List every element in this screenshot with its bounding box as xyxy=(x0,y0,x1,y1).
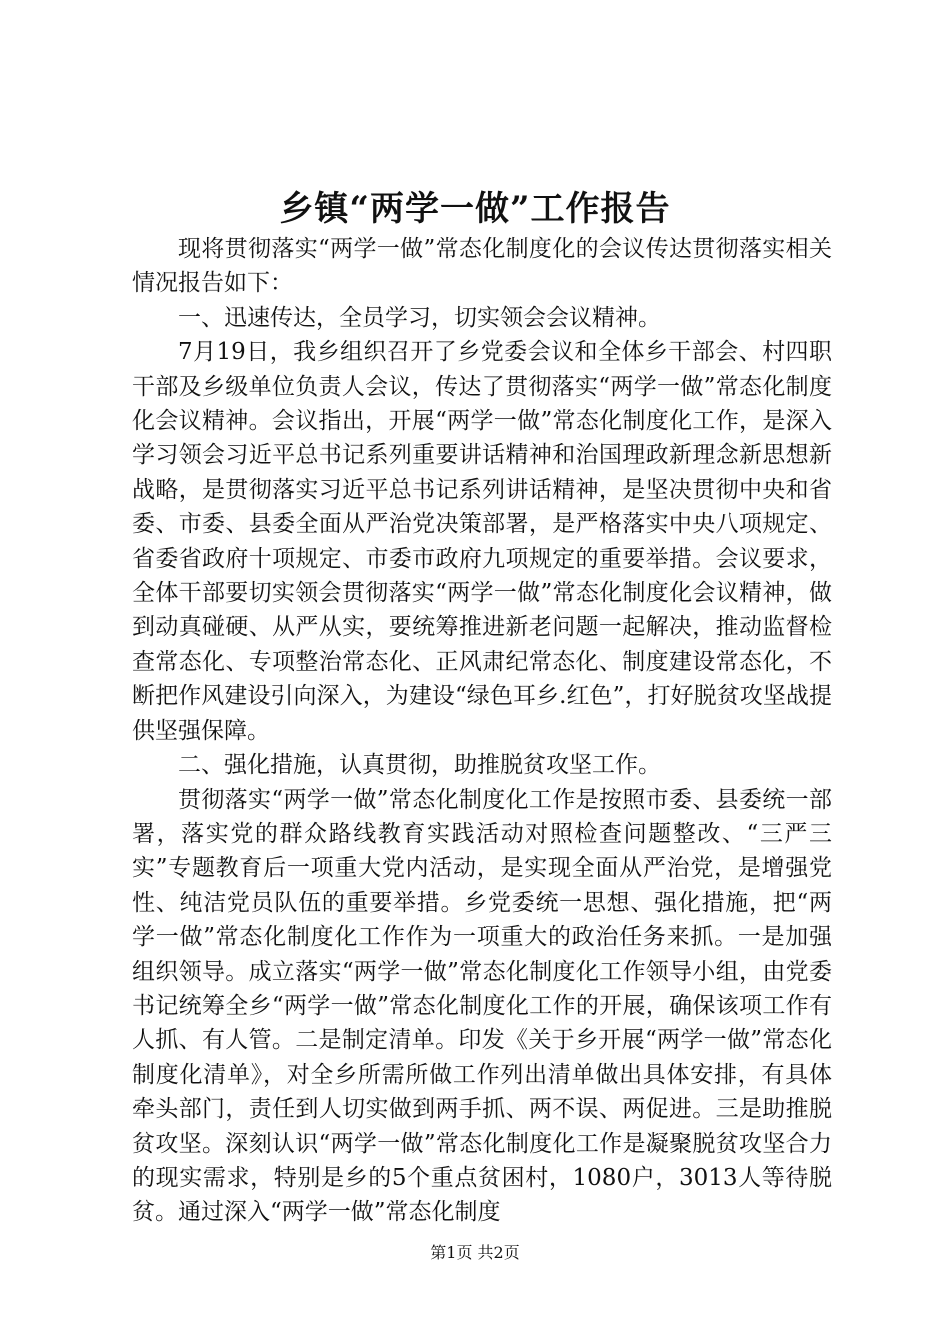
section-heading-2: 二、强化措施，认真贯彻，助推脱贫攻坚工作。 xyxy=(178,752,661,779)
section-heading-1: 一、迅速传达，全员学习，切实领会会议精神。 xyxy=(178,304,661,331)
paragraph-section-2: 贯彻落实“两学一做”常态化制度化工作是按照市委、县委统一部署，落实党的群众路线教育实践活动对照检查问题整改、“三严三实”专题教育后一项重大党内活动，是实现全面从严治党，是增强党性、纯洁党员队伍的重要举措。乡党委统一思想、强化措施，把“两学一做”常态化制度化工作作为一项重大的政治任务来抓。一是加强组织领导。成立落实“两学一做”常态化制度化工作领导小组，由党委书记统筹全乡“两学一做”常态化制度化工作的开展，确保该项工作有人抓、有人管。二是制定清单。印发《关于乡开展“两学一做”常态化制度化清单》，对全乡所需所做工作列出清单做出具体安排，有具体牵头部门，责任到人切实做到两手抓、两不误、两促进。三是助推脱贫攻坚。深刻认识“两学一做”常态化制度化工作是凝聚脱贫攻坚合力的现实需求，特别是乡的5个重点贫困村，1080户，3013人等待脱贫。通过深入“两学一做”常态化制度 xyxy=(132,786,832,1226)
document-title: 乡镇“两学一做”工作报告 xyxy=(279,189,671,229)
page-footer: 第1页 共2页 xyxy=(430,1243,520,1262)
document-body xyxy=(132,232,832,1230)
paragraph-section-1: 7月19日，我乡组织召开了乡党委会议和全体乡干部会、村四职干部及乡级单位负责人会议，传达了贯彻落实“两学一做”常态化制度化会议精神。会议指出，开展“两学一做”常态化制度化工作，是深入学习领会习近平总书记系列重要讲话精神和治国理政新理念新思想新战略，是贯彻落实习近平总书记系列讲话精神，是坚决贯彻中央和省委、市委、县委全面从严治党决策部署，是严格落实中央八项规定、省委省政府十项规定、市委市政府九项规定的重要举措。会议要求，全体干部要切实领会贯彻落实“两学一做”常态化制度化会议精神，做到动真碰硬、从严从实，要统筹推进新老问题一起解决，推动监督检查常态化、专项整治常态化、正风肃纪常态化、制度建设常态化，不断把作风建设引向深入，为建设“绿色耳乡.红色”，打好脱贫攻坚战提供坚强保障。 xyxy=(132,339,832,744)
paragraph-intro: 现将贯彻落实“两学一做”常态化制度化的会议传达贯彻落实相关情况报告如下： xyxy=(132,236,832,297)
